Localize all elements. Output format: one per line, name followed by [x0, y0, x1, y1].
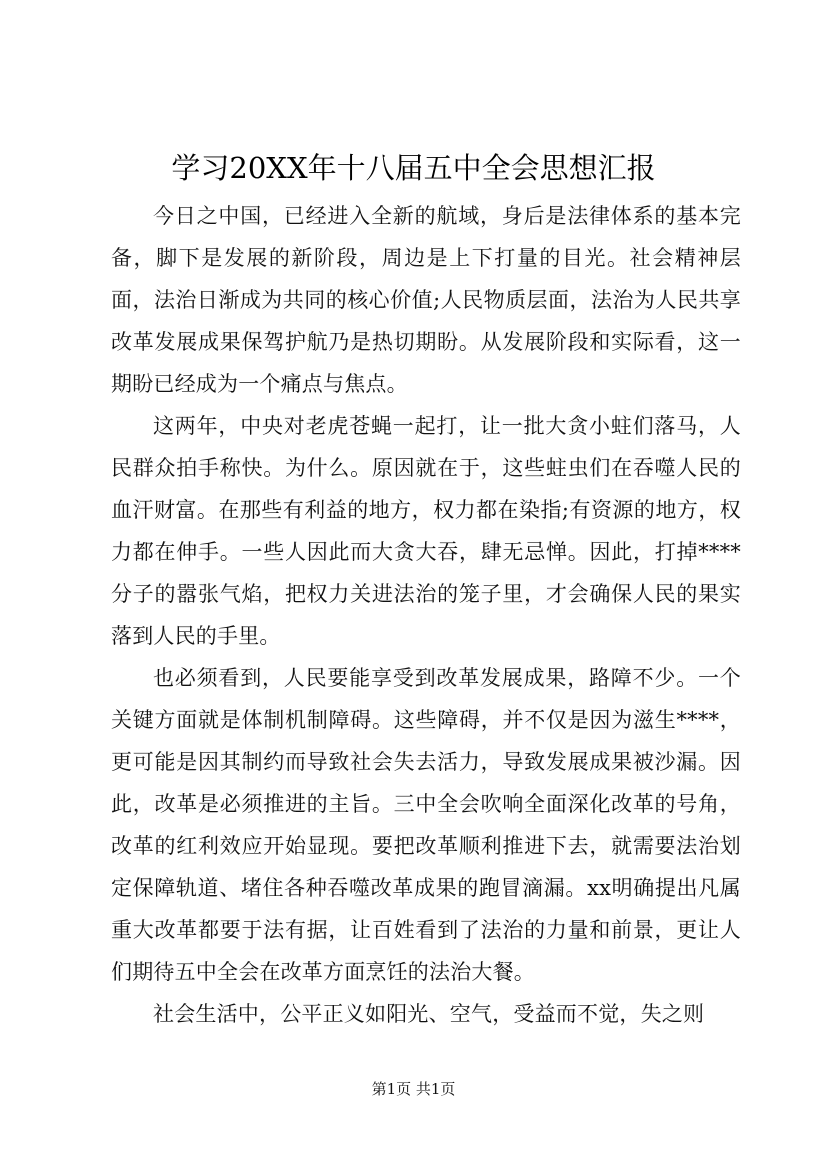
document-title: 学习20XX年十八届五中全会思想汇报 — [171, 151, 656, 185]
paragraph-3: 也必须看到，人民要能享受到改革发展成果，路障不少。一个关键方面就是体制机制障碍。这些障碍，并不仅是因为滋生****，更可能是因其制约而导致社会失去活力，导致发展成果被沙漏。因此，改革是必须推进的主旨。三中全会吹响全面深化改革的号角，改革的红利效应开始显现。要把改革顺利推进下去，就需要法治划定保障轨道、堵住各种吞噬改革成果的跑冒滴漏。xx明确提出凡属重大改革都要于法有据，让百姓看到了法治的力量和前景，更让人们期待五中全会在改革方面烹饪的法治大餐。 — [111, 666, 741, 984]
document-body — [111, 195, 741, 1035]
paragraph-4: 社会生活中，公平正义如阳光、空气，受益而不觉，失之则 — [153, 1002, 705, 1026]
page-footer: 第1页 共1页 — [371, 1080, 456, 1098]
paragraph-2: 这两年，中央对老虎苍蝇一起打，让一批大贪小蛀们落马，人民群众拍手称快。为什么。原因就在于，这些蛀虫们在吞噬人民的血汗财富。在那些有利益的地方，权力都在染指;有资源的地方，权力都在伸手。一些人因此而大贪大吞，肆无忌惮。因此，打掉****分子的嚣张气焰，把权力关进法治的笼子里，才会确保人民的果实落到人民的手里。 — [111, 414, 741, 648]
paragraph-1: 今日之中国，已经进入全新的航域，身后是法律体系的基本完备，脚下是发展的新阶段，周边是上下打量的目光。社会精神层面，法治日渐成为共同的核心价值;人民物质层面，法治为人民共享改革发展成果保驾护航乃是热切期盼。从发展阶段和实际看，这一期盼已经成为一个痛点与焦点。 — [111, 204, 741, 396]
